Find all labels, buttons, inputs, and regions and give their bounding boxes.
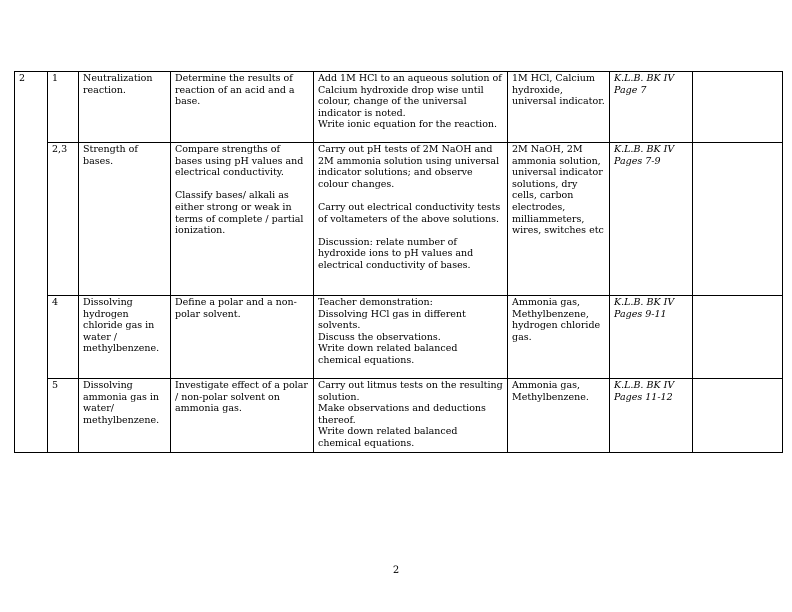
activities-cell (314, 72, 508, 143)
reference-pages: Pages 11-12 (614, 391, 673, 403)
resources-cell: Ammonia gas, Methylbenzene, hydrogen chloride gas. (508, 296, 610, 379)
objectives-cell (171, 143, 314, 296)
reference-book: K.L.B. BK IV (614, 144, 675, 155)
objective-text: Classify bases/ alkali as either strong or weak in terms of complete / partial ionization. (175, 190, 304, 237)
activities-cell (314, 296, 508, 379)
remarks-cell (693, 296, 783, 379)
remarks-cell (693, 379, 783, 453)
objective-text: Compare strengths of bases using pH values and electrical conductivity. (175, 144, 304, 179)
activity-text: Teacher demonstration: (318, 297, 433, 308)
remarks-cell (693, 143, 783, 296)
activities-cell (314, 143, 508, 296)
reference-book: K.L.B. BK IV (614, 297, 675, 308)
table-row (15, 296, 783, 379)
reference-pages: Pages 7-9 (614, 155, 661, 167)
table-row (15, 72, 783, 143)
activity-text: Make observations and deductions thereof. (318, 403, 486, 426)
table-row (15, 143, 783, 296)
topic-cell: Dissolving hydrogen chloride gas in water / methylbenzene. (79, 296, 171, 379)
remarks-cell (693, 72, 783, 143)
reference-cell (610, 379, 693, 453)
reference-book: K.L.B. BK IV (614, 380, 675, 391)
objective-text: Define a polar and a non-polar solvent. (175, 297, 297, 320)
objectives-cell (171, 379, 314, 453)
page-number: 2 (392, 565, 400, 576)
objectives-cell (171, 72, 314, 143)
lesson-number: 5 (48, 379, 79, 453)
activity-text: Write down related balanced chemical equations. (318, 343, 458, 366)
topic-cell: Strength of bases. (79, 143, 171, 296)
week-number: 2 (15, 72, 48, 453)
scheme-of-work-table (14, 71, 783, 453)
activity-text: Carry out pH tests of 2M NaOH and 2M ammonia solution using universal indicator solutions; and observe colour changes. (318, 144, 500, 190)
activity-text: Write down related balanced chemical equations. (318, 426, 458, 449)
activity-text: Write ionic equation for the reaction. (318, 119, 498, 131)
activities-cell (314, 379, 508, 453)
resources-cell: 2M NaOH, 2M ammonia solution, universal indicator solutions, dry cells, carbon electrodes, milliammeters, wires, switches etc (508, 143, 610, 296)
objective-text: Determine the results of reaction of an acid and a base. (175, 73, 295, 108)
activity-text: Dissolving HCl gas in different solvents. (318, 308, 466, 332)
resources-cell: 1M HCl, Calcium hydroxide, universal indicator. (508, 72, 610, 143)
activity-text: Discuss the observations. (318, 331, 441, 343)
table-row (15, 379, 783, 453)
activity-text: Discussion: relate number of hydroxide ions to pH values and electrical conductivity of bases. (318, 236, 474, 271)
reference-book: K.L.B. BK IV (614, 73, 675, 84)
reference-pages: Pages 9-11 (614, 308, 667, 320)
reference-cell (610, 143, 693, 296)
reference-cell (610, 72, 693, 143)
lesson-number: 1 (48, 72, 79, 143)
reference-pages: Page 7 (614, 84, 647, 96)
activity-text: Carry out electrical conductivity tests of voltameters of the above solutions. (318, 201, 501, 225)
lesson-number: 4 (48, 296, 79, 379)
activity-text: Carry out litmus tests on the resulting solution. (318, 380, 503, 403)
resources-cell: Ammonia gas, Methylbenzene. (508, 379, 610, 453)
objective-text: Investigate effect of a polar / non-polar solvent on ammonia gas. (175, 380, 308, 415)
objectives-cell (171, 296, 314, 379)
activity-text: Add 1M HCl to an aqueous solution of Calcium hydroxide drop wise until colour, change of the universal indicator is noted. (318, 73, 502, 119)
lesson-number: 2,3 (48, 143, 79, 296)
topic-cell: Neutralization reaction. (79, 72, 171, 143)
reference-cell (610, 296, 693, 379)
topic-cell: Dissolving ammonia gas in water/ methylbenzene. (79, 379, 171, 453)
